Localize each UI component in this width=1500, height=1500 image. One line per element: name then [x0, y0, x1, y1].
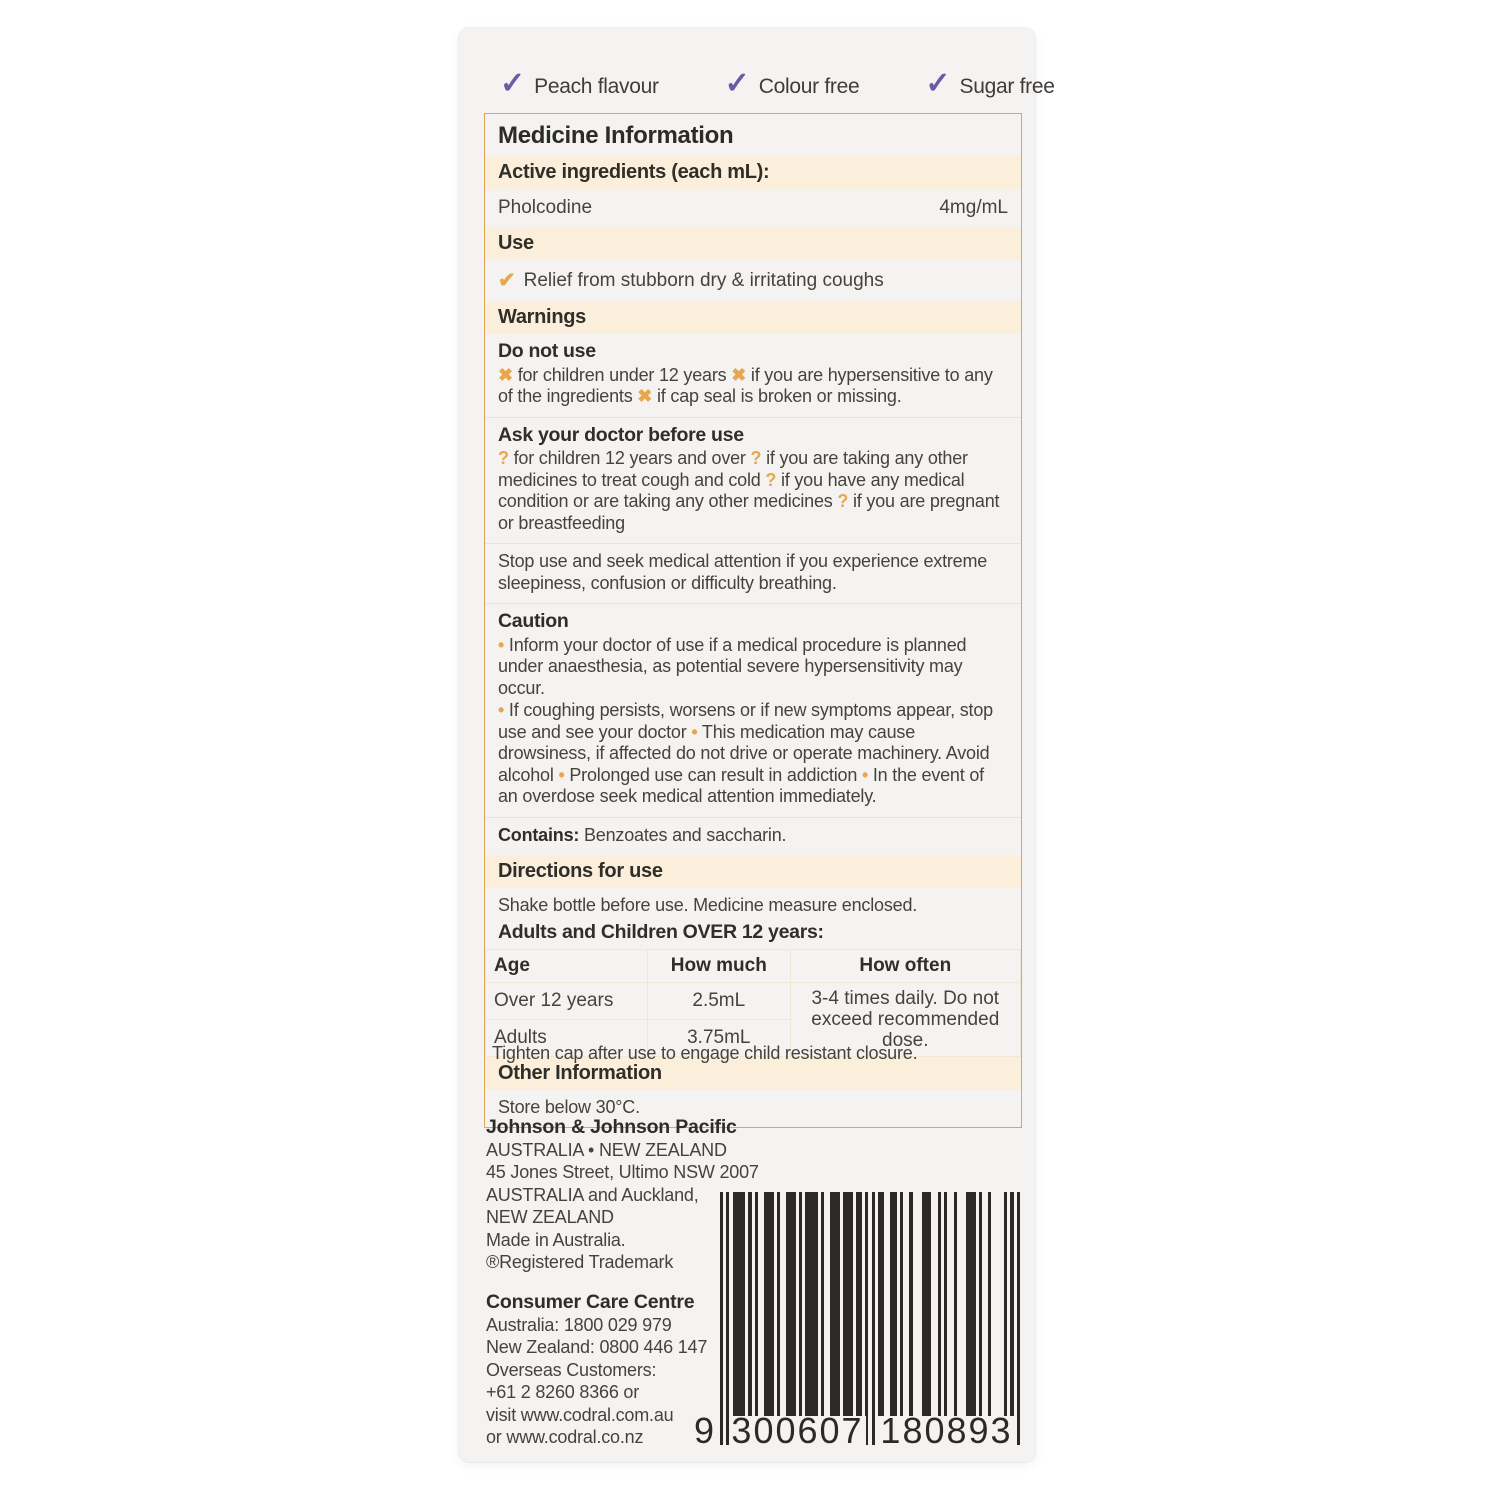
contains-label: Contains: [498, 824, 580, 845]
address-line: AUSTRALIA • NEW ZEALAND [486, 1139, 727, 1160]
barcode-right-digits: 180893 [878, 1416, 1015, 1445]
do-not-use-text [498, 365, 1008, 408]
medicine-information-box [484, 113, 1022, 1128]
table-row [486, 982, 1021, 1019]
stop-use-section [485, 543, 1021, 603]
barcode-bars [720, 1192, 1020, 1445]
feature-claims-row [500, 67, 1055, 102]
barcode-left-digits: 300607 [729, 1416, 866, 1445]
medicine-information-title: Medicine Information [498, 122, 734, 149]
address-line: visit www.codral.com.au [486, 1404, 674, 1425]
address-line: NEW ZEALAND [486, 1207, 614, 1227]
feature-claim-peach [500, 67, 659, 102]
address-line: 45 Jones Street, Ultimo NSW 2007 [486, 1162, 759, 1182]
do-not-use-section [485, 334, 1021, 417]
age-cell: Adults [486, 1019, 648, 1056]
column-header-how-much: How much [648, 949, 791, 982]
inline-text: Inform your doctor of use if a medical procedure is planned under anaesthesia, as potential severe hypersensitivity may occur. [498, 634, 967, 698]
manufacturer-name: Johnson & Johnson Pacific [486, 1116, 737, 1138]
cap-note: Tighten cap after use to engage child resistant closure. [492, 1043, 918, 1063]
inline-text: In the event of an overdose seek medical attention immediately. [498, 764, 984, 806]
inline-text: This medication may cause drowsiness, if affected do not drive or operate machinery. Avoid alcohol [498, 721, 990, 785]
address-line: AUSTRALIA and Auckland, [486, 1184, 699, 1205]
inline-text: for children under 12 years [512, 364, 732, 385]
ingredient-strength: 4mg/mL [939, 197, 1008, 218]
inline-mark-icon: ? [498, 448, 509, 468]
address-line: +61 2 8260 8366 or [486, 1382, 640, 1402]
barcode-leading-digit: 9 [693, 1410, 714, 1451]
inline-mark-icon: ? [750, 448, 762, 468]
inline-text: if you are hypersensitive to any of the ingredients [498, 364, 993, 406]
inline-mark-icon: • [498, 634, 505, 655]
feature-label: Peach flavour [534, 75, 659, 98]
active-ingredient-row [485, 189, 1021, 227]
address-line: Australia: 1800 029 979 [486, 1314, 672, 1335]
feature-label: Sugar free [959, 75, 1055, 98]
directions-heading: Directions for use [485, 855, 1021, 888]
inline-mark-icon: ✖ [731, 364, 747, 385]
inline-mark-icon: ✖ [498, 364, 513, 385]
caution-section [485, 603, 1021, 817]
inline-mark-icon: ✔ [498, 269, 516, 292]
inline-mark-icon: • [498, 700, 505, 720]
use-heading: Use [485, 227, 1021, 260]
caution-paragraph [498, 700, 1008, 808]
inline-text: if you have any medical condition or are taking any other medicines [498, 469, 965, 511]
consumer-care-lines [486, 1314, 707, 1449]
inline-text: if you are pregnant or breastfeeding [498, 491, 1000, 533]
inline-mark-icon: • [861, 764, 869, 785]
feature-claim-sugar-free [925, 67, 1055, 102]
active-ingredients-heading: Active ingredients (each mL): [485, 156, 1021, 189]
column-header-age: Age [486, 949, 648, 982]
other-information-heading: Other Information [485, 1057, 1021, 1090]
address-line: ®Registered Trademark [486, 1252, 674, 1272]
inline-text: Relief from stubborn dry & irritating coughs [523, 269, 884, 291]
address-line: New Zealand: 0800 446 147 [486, 1337, 708, 1357]
inline-mark-icon: ? [837, 491, 849, 511]
contains-section [485, 817, 1021, 856]
warnings-heading: Warnings [485, 301, 1021, 334]
use-item [485, 260, 1021, 301]
age-cell: Over 12 years [486, 982, 648, 1019]
inline-mark-icon: • [558, 764, 565, 785]
dosage-table [485, 949, 1021, 1057]
address-line: or www.codral.co.nz [486, 1427, 644, 1447]
caution-heading: Caution [498, 610, 569, 632]
checkmark-icon: ✓ [925, 67, 951, 100]
consumer-care-heading: Consumer Care Centre [486, 1291, 695, 1313]
storage-text: Store below 30°C. [498, 1096, 640, 1117]
consumer-care-block [486, 1291, 707, 1449]
contains-value: Benzoates and saccharin. [579, 824, 787, 845]
do-not-use-heading: Do not use [498, 340, 596, 362]
directions-note-section [485, 888, 1021, 919]
stop-use-text: Stop use and seek medical attention if you experience extreme sleepiness, confusion or difficulty breathing. [498, 551, 988, 593]
ask-doctor-section [485, 417, 1021, 544]
ask-doctor-heading: Ask your doctor before use [498, 423, 744, 446]
inline-text: Prolonged use can result in addiction [564, 764, 862, 785]
column-header-how-often: How often [790, 949, 1020, 982]
manufacturer-block [486, 1116, 759, 1274]
caution-paragraph [498, 635, 1008, 700]
barcode-bar [1017, 1192, 1020, 1445]
checkmark-icon: ✓ [724, 67, 750, 100]
inline-text: If coughing persists, worsens or if new symptoms appear, stop use and see your doctor [498, 700, 993, 742]
checkmark-icon: ✓ [500, 67, 526, 100]
how-much-cell: 2.5mL [648, 982, 791, 1019]
feature-claim-colour-free [724, 67, 860, 102]
inline-mark-icon: • [691, 721, 698, 742]
address-line: Made in Australia. [486, 1229, 626, 1250]
inline-mark-icon: ? [765, 469, 777, 490]
barcode [693, 1192, 1020, 1451]
inline-mark-icon: ✖ [637, 386, 653, 406]
how-often-cell: 3-4 times daily. Do not exceed recommended dose. [790, 982, 1020, 1056]
inline-text: for children 12 years and over [508, 448, 751, 468]
address-line: Overseas Customers: [486, 1359, 657, 1380]
dosage-table-header-row [486, 949, 1021, 982]
ingredient-name: Pholcodine [498, 197, 593, 218]
manufacturer-address-lines [486, 1139, 759, 1274]
dose-subheading: Adults and Children OVER 12 years: [498, 920, 824, 943]
how-much-cell: 3.75mL [648, 1019, 791, 1056]
ask-doctor-text [498, 448, 1008, 534]
inline-text: if you are taking any other medicines to treat cough and cold [498, 448, 968, 490]
directions-note: Shake bottle before use. Medicine measure enclosed. [498, 895, 918, 915]
feature-label: Colour free [758, 75, 860, 98]
contains-text [498, 825, 1008, 847]
medicine-package-back-panel [459, 28, 1055, 1462]
inline-text: if cap seal is broken or missing. [652, 386, 902, 406]
